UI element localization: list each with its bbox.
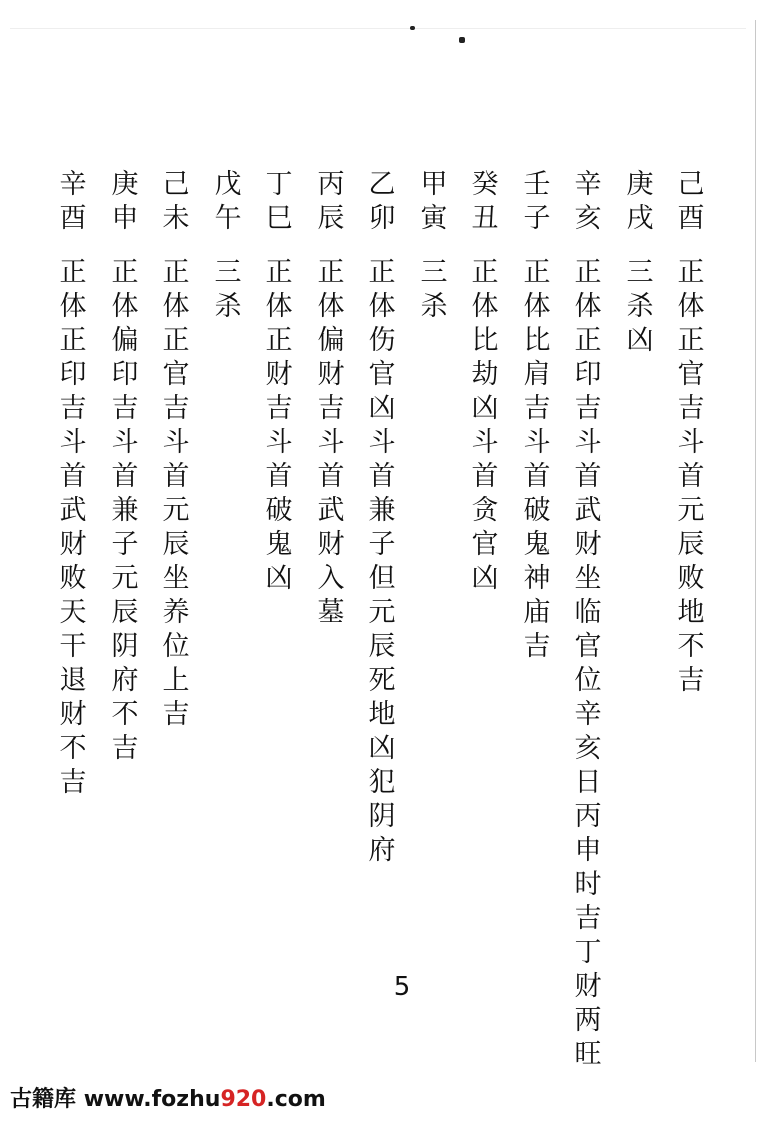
text-char: 首 <box>523 461 551 493</box>
text-char: 死 <box>368 665 396 697</box>
text-char: 首 <box>111 461 139 493</box>
text-char: 退 <box>59 665 87 697</box>
text-char: 首 <box>265 461 293 493</box>
text-column <box>365 168 399 868</box>
text-char: 斗 <box>523 427 551 459</box>
page-margin-rule <box>755 20 756 1062</box>
text-char: 天 <box>59 597 87 629</box>
text-char: 凶 <box>368 733 396 765</box>
text-char: 武 <box>574 495 602 527</box>
text-char: 坐 <box>162 563 190 595</box>
text-column <box>623 168 657 358</box>
stem-char: 壬 <box>523 169 551 200</box>
text-char: 败 <box>677 563 705 595</box>
text-char: 正 <box>677 325 705 357</box>
text-char: 府 <box>368 835 396 867</box>
text-char: 首 <box>471 461 499 493</box>
text-char: 兼 <box>368 495 396 527</box>
watermark-site-name: 古籍库 <box>10 1087 77 1112</box>
text-char: 子 <box>111 529 139 561</box>
text-char: 斗 <box>317 427 345 459</box>
text-char: 坐 <box>574 563 602 595</box>
stem-char: 戊 <box>214 169 242 200</box>
text-char: 吉 <box>677 665 705 697</box>
ink-speck <box>410 26 415 30</box>
text-char: 印 <box>574 359 602 391</box>
text-char: 吉 <box>523 393 551 425</box>
text-char: 正 <box>574 257 602 289</box>
text-char: 体 <box>677 291 705 323</box>
text-char: 元 <box>162 495 190 527</box>
stem-char: 酉 <box>59 203 87 234</box>
stem-char: 丑 <box>471 203 499 234</box>
text-column <box>56 168 90 800</box>
stem-char: 未 <box>162 203 190 234</box>
text-char: 元 <box>111 563 139 595</box>
text-char: 财 <box>574 529 602 561</box>
text-char: 官 <box>574 631 602 663</box>
text-char: 阴 <box>111 631 139 663</box>
text-column <box>571 168 605 1072</box>
text-char: 印 <box>111 359 139 391</box>
text-char: 正 <box>265 325 293 357</box>
text-char: 官 <box>162 359 190 391</box>
stem-char: 乙 <box>368 169 396 200</box>
text-char: 日 <box>574 767 602 799</box>
text-char: 但 <box>368 563 396 595</box>
text-char: 神 <box>523 563 551 595</box>
stem-char: 亥 <box>574 203 602 234</box>
text-char: 吉 <box>162 393 190 425</box>
stem-char: 丁 <box>265 169 293 200</box>
text-char: 吉 <box>574 393 602 425</box>
text-char: 财 <box>265 359 293 391</box>
text-char: 财 <box>317 359 345 391</box>
ink-speck <box>459 37 465 43</box>
text-char: 两 <box>574 1005 602 1037</box>
text-char: 凶 <box>471 393 499 425</box>
text-char: 正 <box>677 257 705 289</box>
text-char: 肩 <box>523 359 551 391</box>
text-char: 体 <box>471 291 499 323</box>
stem-char: 庚 <box>111 169 139 200</box>
text-char: 吉 <box>574 903 602 935</box>
text-char: 不 <box>59 733 87 765</box>
text-char: 正 <box>111 257 139 289</box>
text-char: 三 <box>214 257 242 289</box>
text-char: 比 <box>523 325 551 357</box>
text-char: 杀 <box>420 291 448 323</box>
text-column <box>108 168 142 766</box>
watermark-url-number: 920 <box>220 1087 267 1112</box>
text-char: 元 <box>368 597 396 629</box>
text-char: 体 <box>111 291 139 323</box>
text-char: 鬼 <box>265 529 293 561</box>
stem-char: 午 <box>214 203 242 234</box>
text-char: 官 <box>368 359 396 391</box>
stem-char: 辛 <box>574 169 602 200</box>
stem-char: 辰 <box>317 203 345 234</box>
text-char: 地 <box>368 699 396 731</box>
text-column <box>262 168 296 596</box>
text-char: 斗 <box>471 427 499 459</box>
text-char: 斗 <box>111 427 139 459</box>
text-char: 时 <box>574 869 602 901</box>
text-char: 辰 <box>111 597 139 629</box>
text-char: 伤 <box>368 325 396 357</box>
text-char: 首 <box>317 461 345 493</box>
text-char: 正 <box>162 257 190 289</box>
text-char: 墓 <box>317 597 345 629</box>
stem-char: 丙 <box>317 169 345 200</box>
text-char: 首 <box>59 461 87 493</box>
text-char: 正 <box>317 257 345 289</box>
scan-edge-line <box>10 28 746 29</box>
text-char: 斗 <box>59 427 87 459</box>
text-char: 干 <box>59 631 87 663</box>
text-char: 不 <box>677 631 705 663</box>
stem-char: 辛 <box>59 169 87 200</box>
site-watermark <box>10 1082 326 1113</box>
text-char: 贪 <box>471 495 499 527</box>
text-char: 地 <box>677 597 705 629</box>
stem-char: 申 <box>111 203 139 234</box>
page-number: 5 <box>393 972 411 1002</box>
text-char: 斗 <box>162 427 190 459</box>
text-char: 辰 <box>162 529 190 561</box>
text-column <box>211 168 245 324</box>
stem-char: 戌 <box>626 203 654 234</box>
text-column <box>520 168 554 664</box>
stem-char: 巳 <box>265 203 293 234</box>
text-char: 斗 <box>265 427 293 459</box>
text-char: 辰 <box>368 631 396 663</box>
text-column <box>314 168 348 630</box>
text-char: 首 <box>162 461 190 493</box>
text-char: 斗 <box>574 427 602 459</box>
stem-char: 庚 <box>626 169 654 200</box>
text-char: 财 <box>59 529 87 561</box>
text-char: 凶 <box>265 563 293 595</box>
text-char: 元 <box>677 495 705 527</box>
text-char: 武 <box>317 495 345 527</box>
text-char: 吉 <box>677 393 705 425</box>
text-char: 三 <box>420 257 448 289</box>
text-char: 偏 <box>317 325 345 357</box>
text-char: 财 <box>317 529 345 561</box>
text-char: 吉 <box>59 393 87 425</box>
text-char: 申 <box>574 835 602 867</box>
text-char: 劫 <box>471 359 499 391</box>
text-char: 鬼 <box>523 529 551 561</box>
stem-char: 寅 <box>420 203 448 234</box>
watermark-url-suffix: .com <box>266 1087 326 1112</box>
text-char: 正 <box>162 325 190 357</box>
text-char: 体 <box>162 291 190 323</box>
text-char: 吉 <box>111 733 139 765</box>
stem-char: 癸 <box>471 169 499 200</box>
text-char: 官 <box>677 359 705 391</box>
text-char: 丙 <box>574 801 602 833</box>
text-char: 庙 <box>523 597 551 629</box>
watermark-url-prefix: www.fozhu <box>83 1087 221 1112</box>
text-column <box>468 168 502 596</box>
text-char: 官 <box>471 529 499 561</box>
text-char: 正 <box>59 325 87 357</box>
text-char: 首 <box>368 461 396 493</box>
text-char: 杀 <box>626 291 654 323</box>
text-char: 正 <box>265 257 293 289</box>
text-char: 体 <box>368 291 396 323</box>
text-char: 印 <box>59 359 87 391</box>
text-char: 吉 <box>59 767 87 799</box>
stem-char: 己 <box>677 169 705 200</box>
text-char: 首 <box>574 461 602 493</box>
text-char: 位 <box>162 631 190 663</box>
stem-char: 子 <box>523 203 551 234</box>
text-char: 吉 <box>162 699 190 731</box>
text-char: 体 <box>574 291 602 323</box>
text-column <box>674 168 708 698</box>
text-char: 吉 <box>265 393 293 425</box>
text-char: 正 <box>523 257 551 289</box>
text-char: 凶 <box>471 563 499 595</box>
text-char: 杀 <box>214 291 242 323</box>
stem-char: 己 <box>162 169 190 200</box>
text-char: 体 <box>265 291 293 323</box>
text-char: 犯 <box>368 767 396 799</box>
text-char: 不 <box>111 699 139 731</box>
text-char: 武 <box>59 495 87 527</box>
stem-char: 酉 <box>677 203 705 234</box>
text-char: 斗 <box>368 427 396 459</box>
text-char: 正 <box>574 325 602 357</box>
text-char: 阴 <box>368 801 396 833</box>
text-char: 府 <box>111 665 139 697</box>
text-column <box>159 168 193 732</box>
text-char: 亥 <box>574 733 602 765</box>
text-char: 正 <box>368 257 396 289</box>
text-char: 上 <box>162 665 190 697</box>
text-column <box>417 168 451 324</box>
text-char: 凶 <box>626 325 654 357</box>
text-char: 偏 <box>111 325 139 357</box>
text-char: 体 <box>317 291 345 323</box>
text-char: 吉 <box>111 393 139 425</box>
text-char: 破 <box>523 495 551 527</box>
text-char: 吉 <box>317 393 345 425</box>
text-char: 吉 <box>523 631 551 663</box>
text-char: 首 <box>677 461 705 493</box>
text-char: 入 <box>317 563 345 595</box>
text-char: 比 <box>471 325 499 357</box>
stem-char: 甲 <box>420 169 448 200</box>
text-char: 位 <box>574 665 602 697</box>
text-char: 破 <box>265 495 293 527</box>
text-char: 辛 <box>574 699 602 731</box>
text-char: 败 <box>59 563 87 595</box>
text-char: 体 <box>59 291 87 323</box>
text-char: 体 <box>523 291 551 323</box>
text-char: 兼 <box>111 495 139 527</box>
text-char: 财 <box>59 699 87 731</box>
text-char: 正 <box>471 257 499 289</box>
text-char: 辰 <box>677 529 705 561</box>
text-char: 凶 <box>368 393 396 425</box>
text-char: 三 <box>626 257 654 289</box>
text-char: 子 <box>368 529 396 561</box>
text-char: 财 <box>574 971 602 1003</box>
text-char: 临 <box>574 597 602 629</box>
text-char: 正 <box>59 257 87 289</box>
text-char: 斗 <box>677 427 705 459</box>
text-char: 旺 <box>574 1039 602 1071</box>
text-char: 丁 <box>574 937 602 969</box>
text-char: 养 <box>162 597 190 629</box>
stem-char: 卯 <box>368 203 396 234</box>
